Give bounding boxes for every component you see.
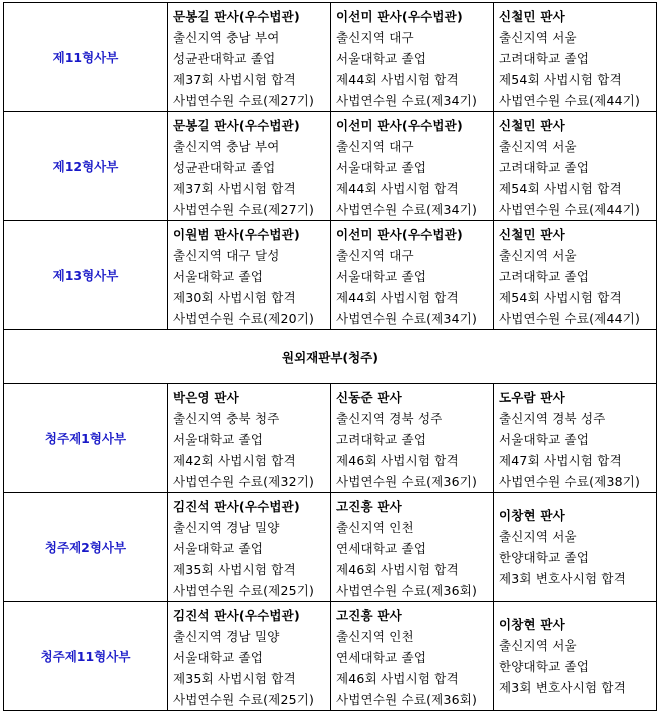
judge-detail-line: 출신지역 인천	[336, 520, 414, 535]
judge-cell	[494, 493, 657, 602]
judge-detail-line: 성균관대학교 졸업	[173, 160, 276, 175]
judge-cell	[494, 384, 657, 493]
judge-detail-line: 제30회 사법시험 합격	[173, 290, 296, 305]
judge-detail-line: 제46회 사법시험 합격	[336, 453, 459, 468]
judge-detail-line: 서울대학교 졸업	[173, 650, 264, 665]
division-name-cell: 청주제1형사부	[4, 384, 168, 493]
judge-detail-line: 서울대학교 졸업	[173, 269, 264, 284]
judge-name: 김진석 판사(우수법관)	[173, 608, 300, 623]
judge-detail-line: 사법연수원 수료(제20기)	[173, 311, 315, 326]
judge-name: 이창현 판사	[499, 508, 565, 523]
judge-detail-line: 사법연수원 수료(제36기)	[336, 474, 478, 489]
judge-cell	[494, 3, 657, 112]
division-name-cell: 제13형사부	[4, 221, 168, 330]
judge-detail-line: 출신지역 경남 밀양	[173, 520, 280, 535]
judge-detail-line: 출신지역 서울	[499, 638, 577, 653]
judge-detail-line: 출신지역 인천	[336, 629, 414, 644]
judge-detail-line: 제46회 사법시험 합격	[336, 562, 459, 577]
judge-cell	[331, 493, 494, 602]
judge-detail-line: 제46회 사법시험 합격	[336, 671, 459, 686]
judge-cell	[168, 384, 331, 493]
section-title: 원외재판부(청주)	[4, 330, 657, 384]
judge-detail-line: 사법연수원 수료(제34기)	[336, 311, 478, 326]
judge-name: 이창현 판사	[499, 617, 565, 632]
judge-cell	[494, 112, 657, 221]
judge-cell	[331, 3, 494, 112]
division-row	[4, 221, 657, 330]
judge-name: 신동준 판사	[336, 390, 402, 405]
judge-detail-line: 출신지역 충남 부여	[173, 30, 280, 45]
judge-detail-line: 출신지역 경북 성주	[336, 411, 443, 426]
judge-name: 이선미 판사(우수법관)	[336, 227, 463, 242]
judge-detail-line: 출신지역 경북 성주	[499, 411, 606, 426]
judge-detail-line: 제54회 사법시험 합격	[499, 290, 622, 305]
judge-detail-line: 출신지역 경남 밀양	[173, 629, 280, 644]
judge-roster-table	[3, 2, 657, 711]
judge-detail-line: 사법연수원 수료(제38기)	[499, 474, 641, 489]
judge-detail-line: 출신지역 서울	[499, 529, 577, 544]
judge-detail-line: 출신지역 충남 부여	[173, 139, 280, 154]
judge-name: 신철민 판사	[499, 227, 565, 242]
judge-detail-line: 연세대학교 졸업	[336, 541, 427, 556]
section-row	[4, 330, 657, 384]
judge-detail-line: 사법연수원 수료(제44기)	[499, 202, 641, 217]
judge-detail-line: 출신지역 서울	[499, 30, 577, 45]
judge-detail-line: 서울대학교 졸업	[173, 541, 264, 556]
judge-detail-line: 사법연수원 수료(제25기)	[173, 583, 315, 598]
judge-name: 박은영 판사	[173, 390, 239, 405]
judge-detail-line: 출신지역 대구	[336, 30, 414, 45]
judge-detail-line: 제3회 변호사시험 합격	[499, 571, 626, 586]
judge-detail-line: 서울대학교 졸업	[336, 51, 427, 66]
judge-detail-line: 사법연수원 수료(제44기)	[499, 311, 641, 326]
judge-detail-line: 한양대학교 졸업	[499, 659, 590, 674]
judge-detail-line: 제44회 사법시험 합격	[336, 290, 459, 305]
judge-name: 이선미 판사(우수법관)	[336, 118, 463, 133]
division-row	[4, 3, 657, 112]
judge-detail-line: 제35회 사법시험 합격	[173, 671, 296, 686]
judge-detail-line: 제37회 사법시험 합격	[173, 72, 296, 87]
judge-cell	[331, 221, 494, 330]
judge-roster-body	[4, 3, 657, 711]
judge-detail-line: 출신지역 충북 청주	[173, 411, 280, 426]
division-row	[4, 112, 657, 221]
judge-name: 고진흥 판사	[336, 499, 402, 514]
judge-detail-line: 출신지역 대구	[336, 139, 414, 154]
judge-detail-line: 제37회 사법시험 합격	[173, 181, 296, 196]
judge-cell	[168, 3, 331, 112]
judge-name: 이선미 판사(우수법관)	[336, 9, 463, 24]
division-row	[4, 602, 657, 711]
judge-detail-line: 서울대학교 졸업	[173, 432, 264, 447]
judge-name: 김진석 판사(우수법관)	[173, 499, 300, 514]
judge-detail-line: 제35회 사법시험 합격	[173, 562, 296, 577]
judge-name: 문봉길 판사(우수법관)	[173, 118, 300, 133]
judge-detail-line: 서울대학교 졸업	[336, 160, 427, 175]
judge-detail-line: 고려대학교 졸업	[499, 51, 590, 66]
division-name-cell: 제11형사부	[4, 3, 168, 112]
judge-detail-line: 서울대학교 졸업	[336, 269, 427, 284]
judge-detail-line: 사법연수원 수료(제36회)	[336, 583, 478, 598]
judge-detail-line: 제47회 사법시험 합격	[499, 453, 622, 468]
division-row	[4, 384, 657, 493]
division-row	[4, 493, 657, 602]
judge-cell	[331, 112, 494, 221]
judge-cell	[168, 112, 331, 221]
judge-detail-line: 고려대학교 졸업	[499, 269, 590, 284]
judge-name: 도우람 판사	[499, 390, 565, 405]
judge-detail-line: 사법연수원 수료(제34기)	[336, 93, 478, 108]
judge-detail-line: 성균관대학교 졸업	[173, 51, 276, 66]
judge-detail-line: 사법연수원 수료(제27기)	[173, 93, 315, 108]
division-name-cell: 청주제11형사부	[4, 602, 168, 711]
judge-detail-line: 제44회 사법시험 합격	[336, 181, 459, 196]
judge-detail-line: 사법연수원 수료(제44기)	[499, 93, 641, 108]
judge-name: 문봉길 판사(우수법관)	[173, 9, 300, 24]
judge-cell	[331, 602, 494, 711]
judge-cell	[494, 221, 657, 330]
judge-detail-line: 제54회 사법시험 합격	[499, 181, 622, 196]
judge-detail-line: 사법연수원 수료(제32기)	[173, 474, 315, 489]
judge-name: 고진흥 판사	[336, 608, 402, 623]
judge-detail-line: 고려대학교 졸업	[336, 432, 427, 447]
judge-name: 신철민 판사	[499, 9, 565, 24]
judge-detail-line: 사법연수원 수료(제27기)	[173, 202, 315, 217]
judge-name: 신철민 판사	[499, 118, 565, 133]
judge-detail-line: 제3회 변호사시험 합격	[499, 680, 626, 695]
judge-detail-line: 출신지역 서울	[499, 139, 577, 154]
judge-detail-line: 출신지역 대구	[336, 248, 414, 263]
judge-detail-line: 한양대학교 졸업	[499, 550, 590, 565]
judge-detail-line: 고려대학교 졸업	[499, 160, 590, 175]
judge-name: 이원범 판사(우수법관)	[173, 227, 300, 242]
judge-detail-line: 제44회 사법시험 합격	[336, 72, 459, 87]
judge-cell	[494, 602, 657, 711]
division-name-cell: 제12형사부	[4, 112, 168, 221]
judge-detail-line: 사법연수원 수료(제36회)	[336, 692, 478, 707]
judge-detail-line: 연세대학교 졸업	[336, 650, 427, 665]
judge-cell	[168, 221, 331, 330]
judge-detail-line: 사법연수원 수료(제34기)	[336, 202, 478, 217]
judge-detail-line: 서울대학교 졸업	[499, 432, 590, 447]
judge-cell	[168, 493, 331, 602]
judge-detail-line: 제42회 사법시험 합격	[173, 453, 296, 468]
judge-detail-line: 제54회 사법시험 합격	[499, 72, 622, 87]
judge-cell	[168, 602, 331, 711]
judge-detail-line: 출신지역 대구 달성	[173, 248, 280, 263]
division-name-cell: 청주제2형사부	[4, 493, 168, 602]
judge-detail-line: 출신지역 서울	[499, 248, 577, 263]
judge-detail-line: 사법연수원 수료(제25기)	[173, 692, 315, 707]
judge-cell	[331, 384, 494, 493]
